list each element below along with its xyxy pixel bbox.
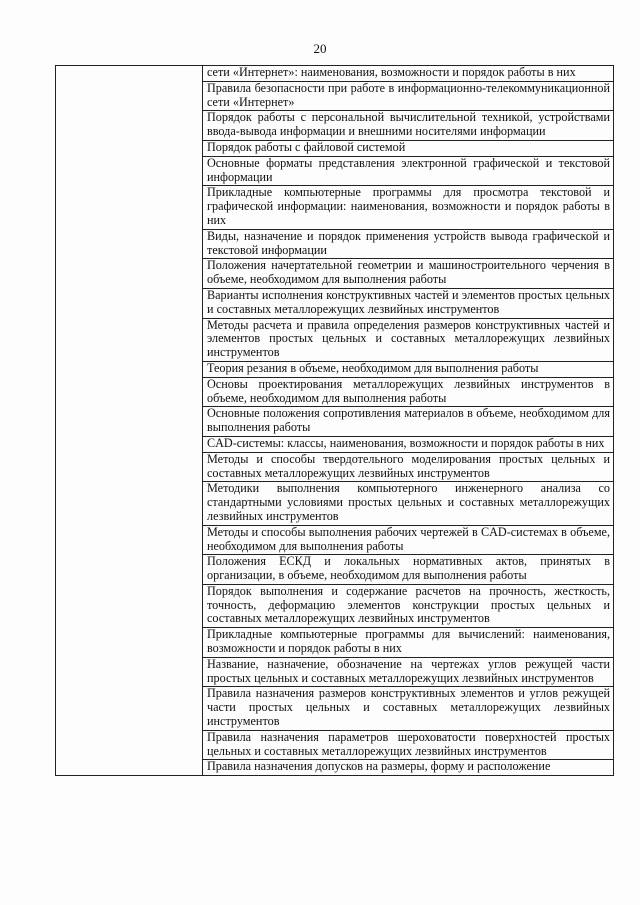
knowledge-cell [203, 687, 614, 730]
knowledge-item: Прикладные компьютерные программы для просмотра текстовой и графической информации: наименования, возможности и порядок работы в них [207, 185, 610, 227]
knowledge-item: Правила назначения параметров шероховатости поверхностей простых цельных и составных металлорежущих лезвийных инструментов [207, 729, 610, 758]
knowledge-item: сети «Интернет»: наименования, возможности и порядок работы в них [207, 65, 576, 79]
knowledge-item: Основы проектирования металлорежущих лезвийных инструментов в объеме, необходимом для выполнения работы [207, 376, 610, 405]
knowledge-item: Порядок работы с персональной вычислительной техникой, устройствами ввода-вывода информации и внешними носителями информации [207, 110, 610, 139]
knowledge-item: Методы и способы твердотельного моделирования простых цельных и составных металлорежущих лезвийных инструментов [207, 451, 610, 480]
requirements-table [55, 65, 614, 776]
knowledge-cell [203, 452, 614, 482]
knowledge-cell [203, 229, 614, 259]
knowledge-cell [203, 584, 614, 627]
knowledge-item: Правила назначения размеров конструктивных элементов и углов режущей части простых цельных и составных металлорежущих лезвийных инструментов [207, 686, 610, 729]
knowledge-cell [203, 407, 614, 437]
knowledge-item: Основные положения сопротивления материалов в объеме, необходимом для выполнения работы [207, 406, 610, 435]
knowledge-cell [203, 436, 614, 452]
knowledge-cell [203, 377, 614, 407]
knowledge-cell [203, 111, 614, 141]
knowledge-item: Положения начертательной геометрии и машиностроительного черчения в объеме, необходимом для выполнения работы [207, 258, 610, 287]
knowledge-item: Теория резания в объеме, необходимом для выполнения работы [207, 360, 539, 375]
knowledge-item: CAD-системы: классы, наименования, возможности и порядок работы в них [207, 435, 605, 450]
knowledge-item: Методы и способы выполнения рабочих чертежей в CAD-системах в объеме, необходимом для выполнения работы [207, 524, 610, 553]
knowledge-cell [203, 361, 614, 377]
knowledge-cell [203, 259, 614, 289]
knowledge-cell [203, 657, 614, 687]
knowledge-item: Методы расчета и правила определения размеров конструктивных частей и элементов простых цельных и составных металлорежущих лезвийных инструментов [207, 317, 610, 360]
knowledge-cell [203, 318, 614, 361]
knowledge-cell [203, 156, 614, 186]
knowledge-cell [203, 760, 614, 776]
knowledge-item: Прикладные компьютерные программы для вычислений: наименования, возможности и порядок работы в них [207, 627, 610, 656]
knowledge-cell [203, 628, 614, 658]
page-number: 20 [313, 41, 327, 56]
knowledge-cell [203, 186, 614, 229]
knowledge-cell [203, 140, 614, 156]
table-row [56, 66, 614, 82]
knowledge-item: Методики выполнения компьютерного инженерного анализа со стандартными условиями простых цельных и составных металлорежущих лезвийных инструментов [207, 481, 610, 523]
knowledge-cell [203, 81, 614, 111]
knowledge-item: Правила безопасности при работе в информационно-телекоммуникационной сети «Интернет» [207, 80, 610, 109]
knowledge-item: Название, назначение, обозначение на чертежах углов режущей части простых цельных и составных металлорежущих лезвийных инструментов [207, 656, 610, 685]
knowledge-cell [203, 555, 614, 585]
knowledge-item: Порядок работы с файловой системой [207, 139, 406, 154]
requirements-table-body [56, 66, 614, 776]
knowledge-cell [203, 525, 614, 555]
knowledge-cell [203, 66, 614, 82]
knowledge-item: Правила назначения допусков на размеры, форму и расположение [207, 759, 551, 774]
knowledge-item: Основные форматы представления электронной графической и текстовой информации [207, 155, 610, 184]
knowledge-cell [203, 482, 614, 525]
knowledge-cell [203, 730, 614, 760]
knowledge-item: Виды, назначение и порядок применения устройств вывода графической и текстовой информации [207, 228, 610, 257]
knowledge-item: Варианты исполнения конструктивных частей и элементов простых цельных и составных металлорежущих лезвийных инструментов [207, 287, 610, 316]
left-column-cell [56, 66, 203, 776]
knowledge-cell [203, 288, 614, 318]
knowledge-item: Положения ЕСКД и локальных нормативных актов, принятых в организации, в объеме, необходимом для выполнения работы [207, 554, 610, 583]
knowledge-item: Порядок выполнения и содержание расчетов на прочность, жесткость, точность, деформацию элементов конструкции простых цельных и составных металлорежущих лезвийных инструментов [207, 583, 610, 626]
